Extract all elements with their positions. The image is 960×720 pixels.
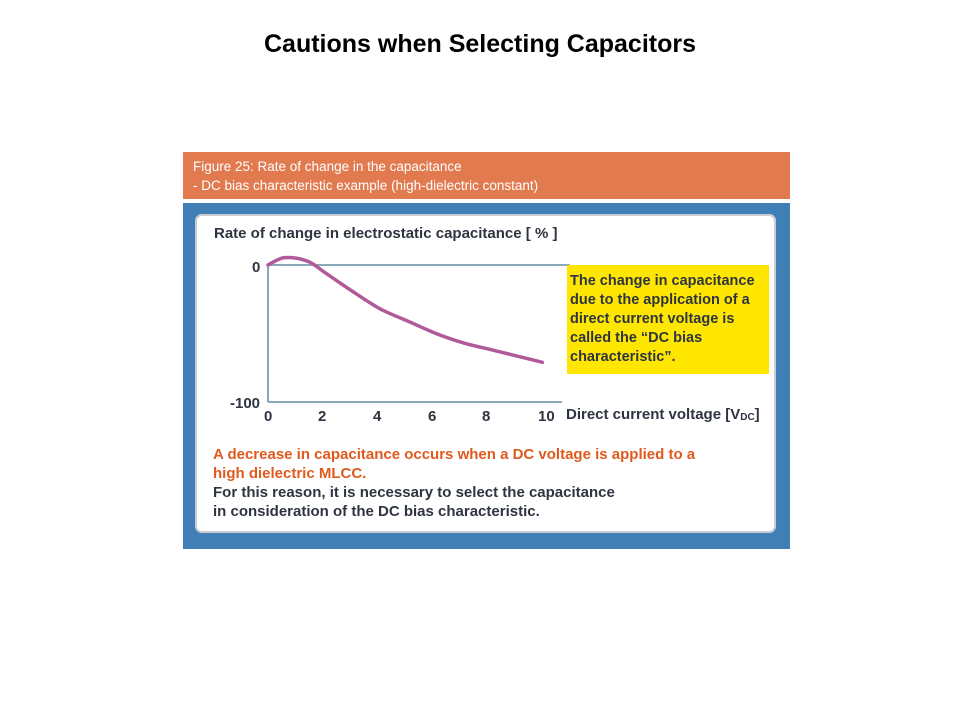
caption-line-1: Figure 25: Rate of change in the capacitance	[193, 159, 462, 174]
x-axis-label-main: Direct current voltage [V	[566, 406, 741, 423]
y-tick-label: -100	[230, 395, 261, 412]
footer-text	[213, 445, 753, 521]
y-tick-label: 0	[252, 259, 261, 276]
info-line-1: For this reason, it is necessary to select the capacitance	[213, 484, 615, 501]
dc-bias-note: The change in capacitance due to the application of a direct current voltage is called the “DC bias characteristic”.	[567, 265, 769, 374]
caption-line-2: - DC bias characteristic example (high-dielectric constant)	[193, 178, 539, 193]
x-tick-label: 8	[482, 408, 491, 425]
x-tick-label: 0	[264, 408, 273, 425]
x-axis-label-end: ]	[754, 406, 760, 423]
warning-line-1: A decrease in capacitance occurs when a DC voltage is applied to a	[213, 446, 696, 463]
info-line-2: in consideration of the DC bias characteristic.	[213, 503, 540, 520]
x-tick-label: 4	[373, 408, 382, 425]
dc-bias-curve	[268, 257, 542, 362]
slide-title: Cautions when Selecting Capacitors	[263, 30, 697, 58]
x-tick-label: 6	[428, 408, 437, 425]
y-axis-label: Rate of change in electrostatic capacitance [ % ]	[214, 225, 558, 242]
x-tick-label: 2	[318, 408, 327, 425]
x-axis-label-subscript: DC	[740, 412, 755, 423]
x-tick-label: 10	[538, 408, 555, 425]
warning-line-2: high dielectric MLCC.	[213, 465, 367, 482]
x-axis-label	[566, 406, 760, 423]
